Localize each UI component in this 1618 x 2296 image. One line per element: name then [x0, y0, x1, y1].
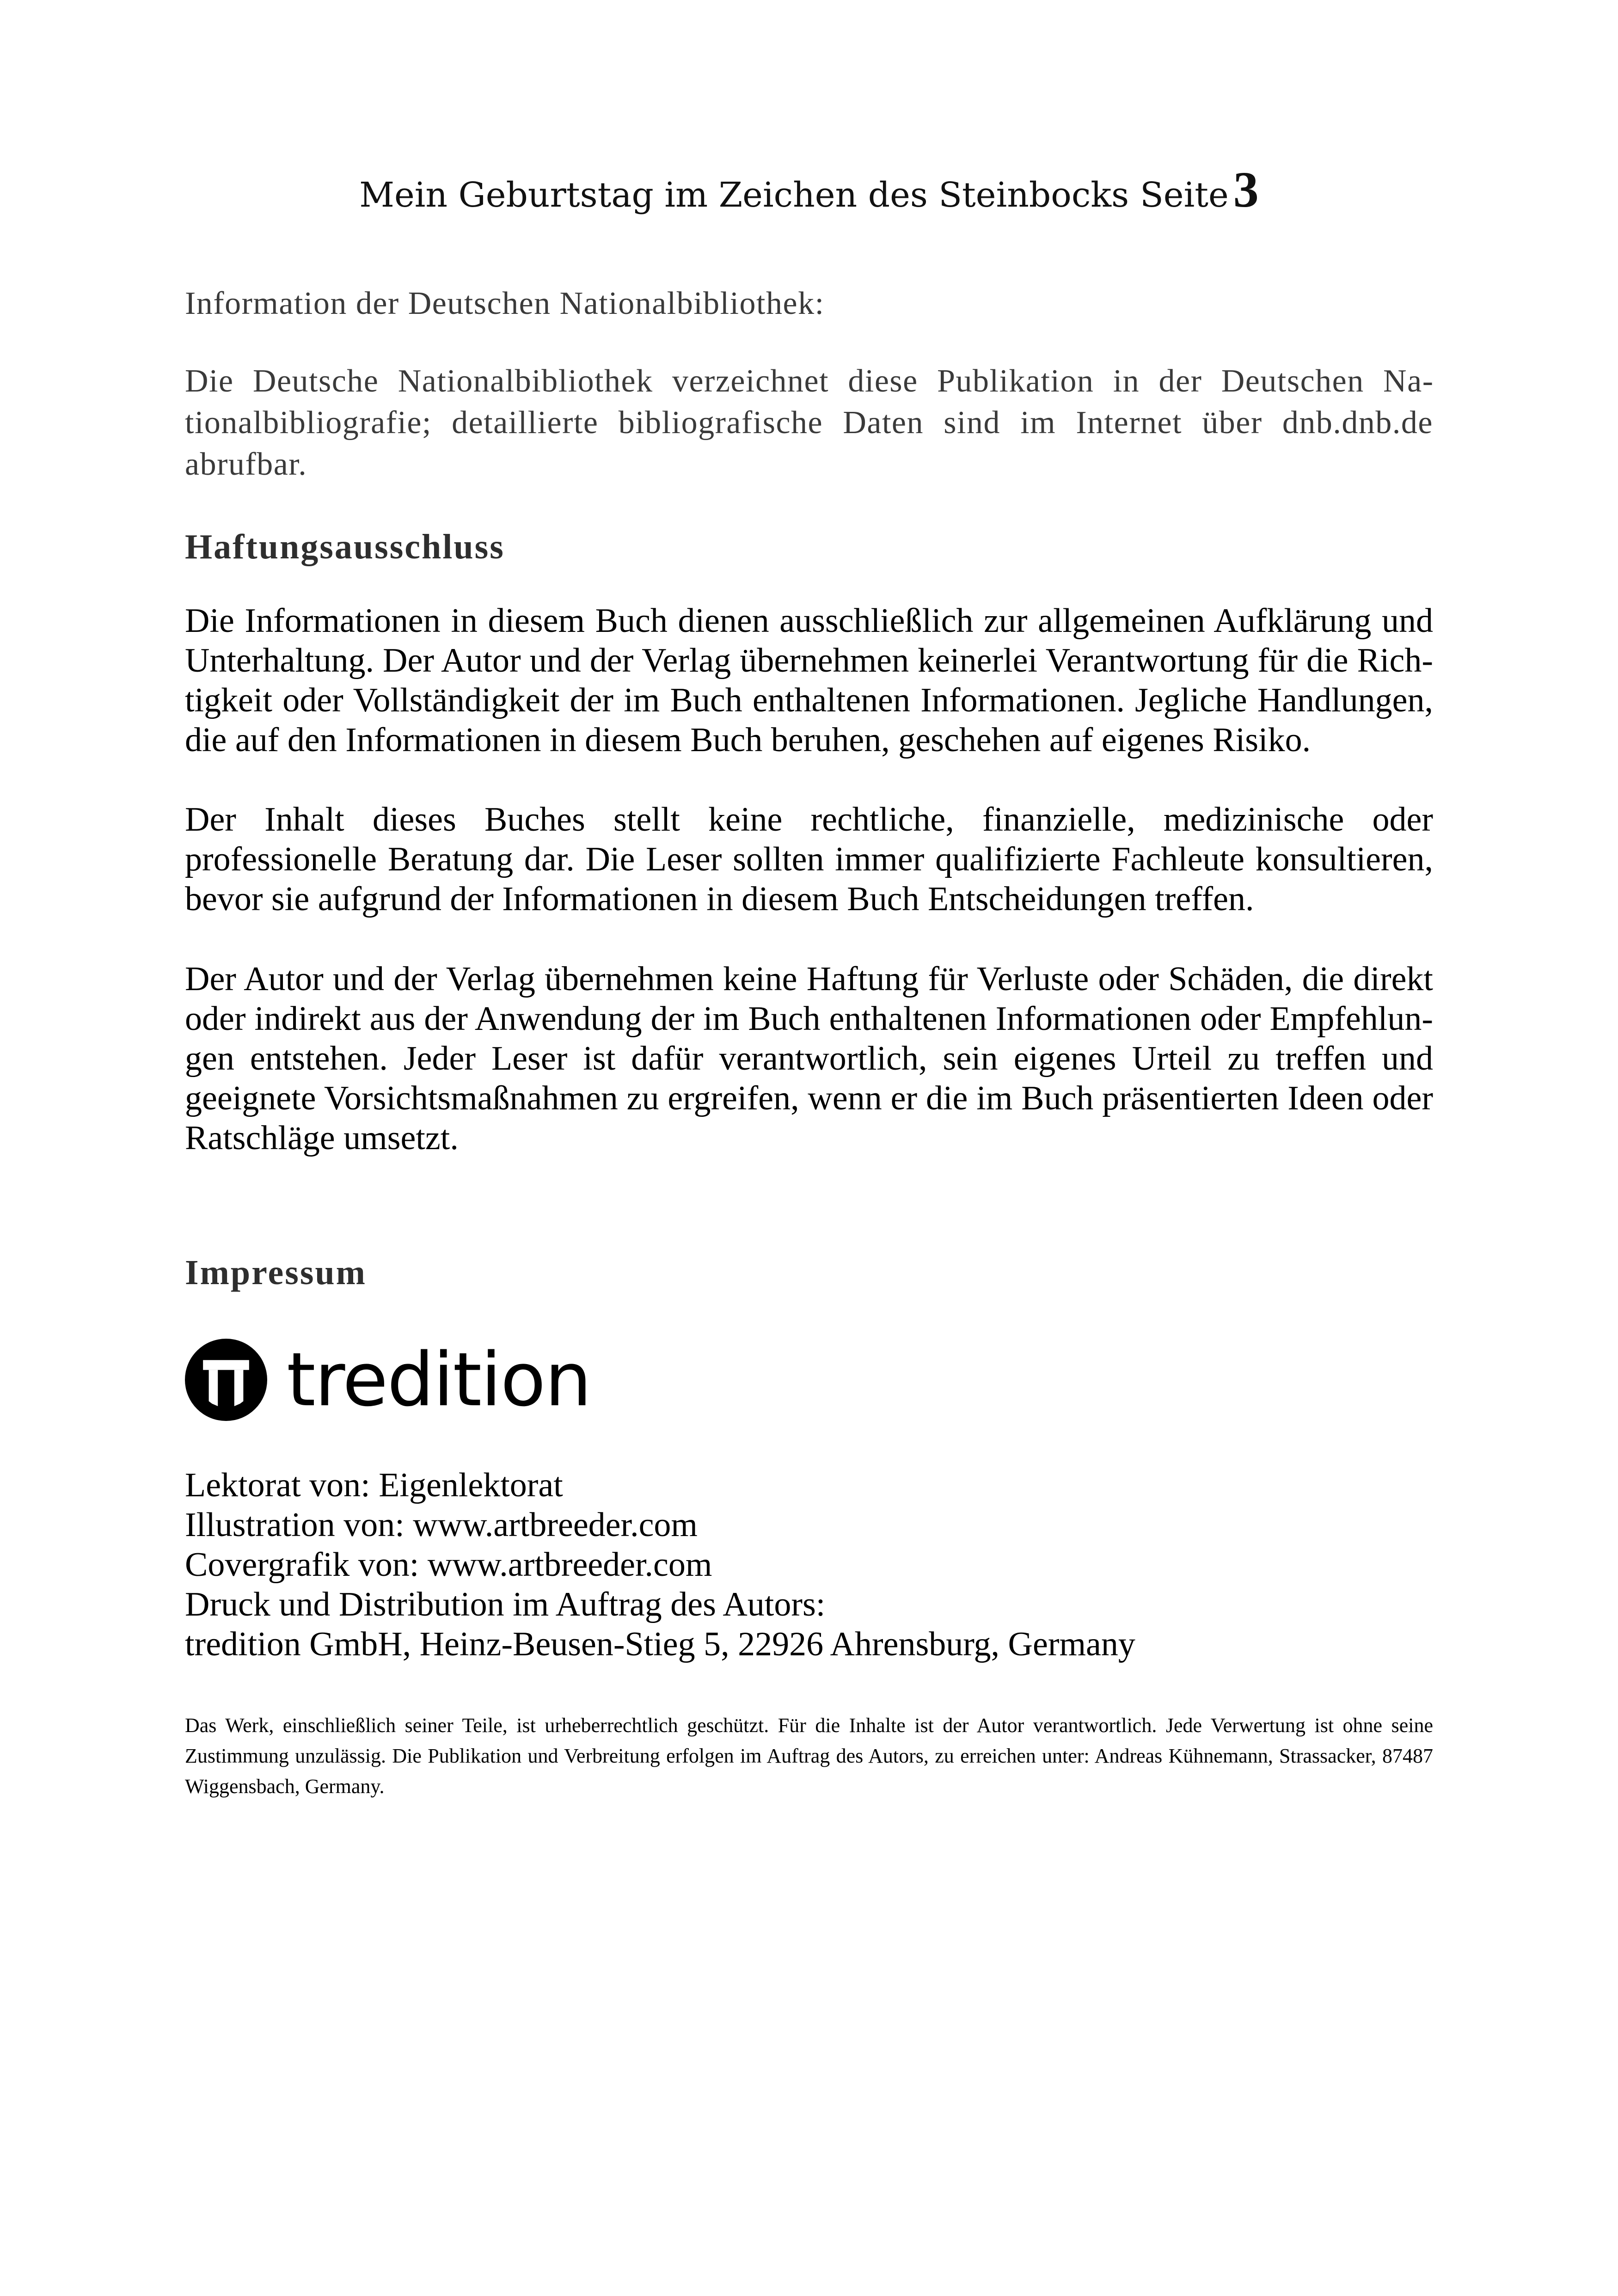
logo-wordmark: tredition	[287, 1336, 591, 1423]
disclaimer-paragraph: Der Autor und der Verlag übernehmen keine Haftung für Verluste oder Schäden, die direkt oder indirekt aus der Anwendung der im Buch enthaltenen Informationen oder Empfehlungen entstehen. Jeder Leser ist dafür verantwortlich, sein eigenes Urteil zu treffen und geeignete Vorsichtsmaßnahmen zu ergreifen, wenn er die im Buch präsentierten Ideen oder Ratschläge umsetzt.	[185, 960, 1433, 1157]
credit-line: Covergrafik von: www.artbreeder.com	[185, 1546, 712, 1584]
tredition-logo-icon	[185, 1339, 267, 1421]
publisher-logo	[185, 1338, 591, 1421]
page-header	[0, 161, 1618, 220]
disclaimer-heading: Haftungsausschluss	[185, 527, 505, 566]
impressum-heading: Impressum	[185, 1253, 367, 1292]
credit-line: Druck und Distribution im Auftrag des Autors:	[185, 1586, 826, 1623]
credit-line: tredition GmbH, Heinz-Beusen-Stieg 5, 22926 Ahrensburg, Germany	[185, 1625, 1135, 1663]
disclaimer-paragraph: Die Informationen in diesem Buch dienen ausschließlich zur allgemeinen Aufklärung und Unterhaltung. Der Autor und der Verlag übernehmen keinerlei Verantwortung für die Richtigkeit oder Vollständigkeit der im Buch enthaltenen Informationen. Jegliche Handlungen, die auf den Informationen in diesem Buch beruhen, geschehen auf eigenes Risiko.	[185, 602, 1433, 759]
dnb-info-title: Information der Deutschen Nationalbibliothek:	[185, 286, 825, 321]
credit-line: Illustration von: www.artbreeder.com	[185, 1506, 698, 1544]
page-label: Seite	[1140, 175, 1229, 215]
disclaimer-paragraph: Der Inhalt dieses Buches stellt keine rechtliche, finanzielle, medizinische oder professionelle Beratung dar. Die Leser sollten immer qualifizierte Fachleute konsultieren, bevor sie aufgrund der Informationen in diesem Buch Entscheidungen treffen.	[185, 801, 1433, 918]
credit-line: Lektorat von: Eigenlektorat	[185, 1466, 563, 1504]
dnb-info-text: Die Deutsche Nationalbibliothek verzeichnet diese Publikation in der Deutschen Nationalbibliografie; detaillierte bibliografische Daten sind im Internet über dnb.dnb.de abrufbar.	[185, 363, 1433, 482]
credits-list	[185, 1465, 1433, 1664]
legal-notice: Das Werk, einschließlich seiner Teile, ist urheberrechtlich geschützt. Für die Inhalte ist der Autor verantwortlich. Jede Verwertung ist ohne seine Zustimmung unzulässig. Die Publikation und Verbreitung erfolgen im Auftrag des Autors, zu erreichen unter: Andreas Kühnemann, Strassacker, 87487 Wiggensbach, Germany.	[185, 1714, 1433, 1798]
page-number: 3	[1233, 161, 1259, 218]
book-title: Mein Geburtstag im Zeichen des Steinbocks	[359, 175, 1129, 215]
